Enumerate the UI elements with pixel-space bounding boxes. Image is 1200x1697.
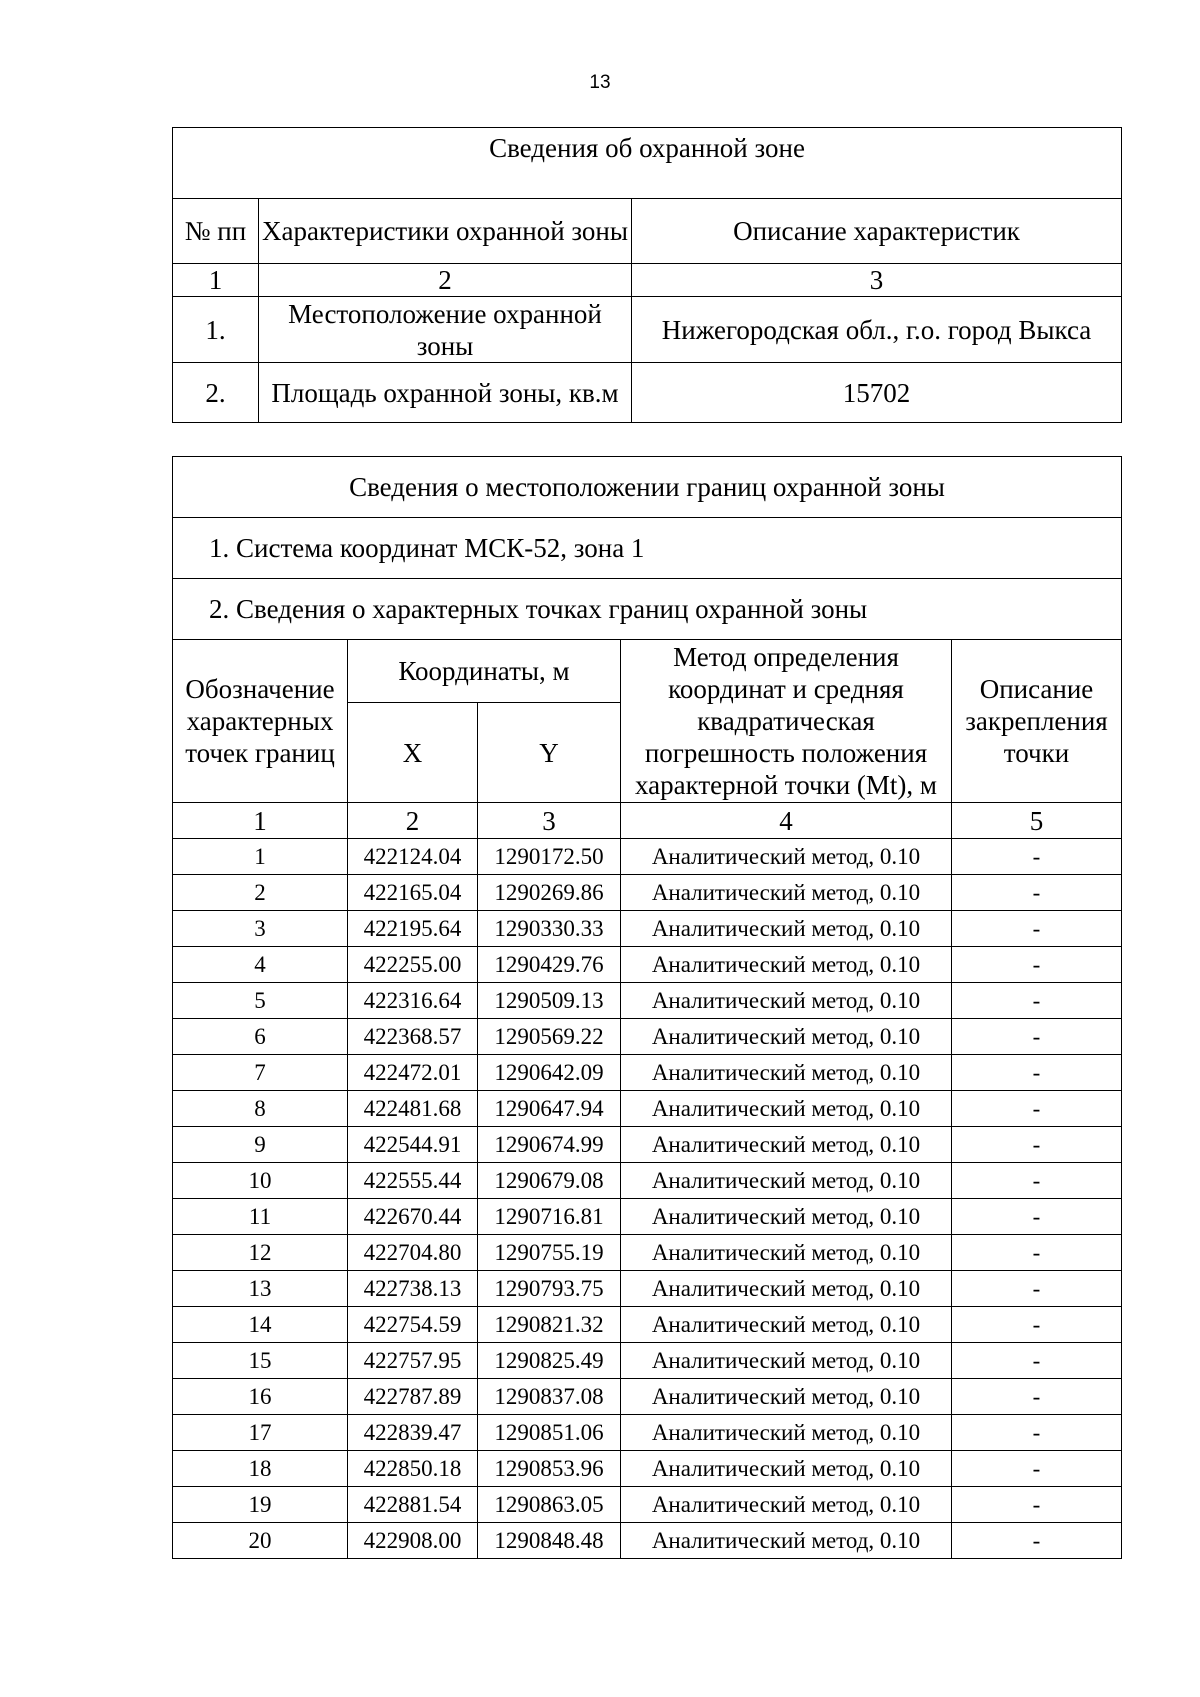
fixing: -	[952, 1523, 1122, 1559]
fixing: -	[952, 1487, 1122, 1523]
table-row	[173, 1199, 1122, 1235]
coord-x: 422472.01	[348, 1055, 478, 1091]
table-row	[173, 1451, 1122, 1487]
table-row	[173, 947, 1122, 983]
coord-x: 422787.89	[348, 1379, 478, 1415]
row-characteristic: Местоположение охранной зоны	[259, 297, 632, 363]
coord-x: 422316.64	[348, 983, 478, 1019]
points-table-body	[173, 839, 1122, 1559]
method: Аналитический метод, 0.10	[621, 1307, 952, 1343]
point-number: 6	[173, 1019, 348, 1055]
boundary-title-row	[173, 457, 1122, 518]
method: Аналитический метод, 0.10	[621, 875, 952, 911]
point-number: 11	[173, 1199, 348, 1235]
table-row	[173, 1379, 1122, 1415]
method: Аналитический метод, 0.10	[621, 1199, 952, 1235]
point-number: 14	[173, 1307, 348, 1343]
point-number: 2	[173, 875, 348, 911]
coord-y: 1290837.08	[478, 1379, 621, 1415]
row-description: Нижегородская обл., г.о. город Выкса	[632, 297, 1122, 363]
fixing: -	[952, 1307, 1122, 1343]
table-row	[173, 1127, 1122, 1163]
method: Аналитический метод, 0.10	[621, 1055, 952, 1091]
table-row	[173, 1055, 1122, 1091]
coord-x: 422255.00	[348, 947, 478, 983]
fixing: -	[952, 1343, 1122, 1379]
points-section-title: 2. Сведения о характерных точках границ охранной зоны	[173, 579, 1122, 640]
method: Аналитический метод, 0.10	[621, 947, 952, 983]
fixing: -	[952, 1163, 1122, 1199]
method: Аналитический метод, 0.10	[621, 1271, 952, 1307]
fixing: -	[952, 1451, 1122, 1487]
fixing: -	[952, 1415, 1122, 1451]
coord-y: 1290642.09	[478, 1055, 621, 1091]
coord-x: 422704.80	[348, 1235, 478, 1271]
header-characteristic: Характеристики охранной зоны	[259, 199, 632, 264]
col-number: 3	[632, 264, 1122, 297]
table-row	[173, 1019, 1122, 1055]
coord-y: 1290851.06	[478, 1415, 621, 1451]
zone-info-colnum-row	[173, 264, 1122, 297]
points-header-row	[173, 640, 1122, 703]
coord-x: 422481.68	[348, 1091, 478, 1127]
point-number: 18	[173, 1451, 348, 1487]
point-number: 5	[173, 983, 348, 1019]
header-designation: Обозначение характерных точек границ	[173, 640, 348, 803]
header-fixing: Описание закрепления точки	[952, 640, 1122, 803]
page-number: 13	[589, 72, 611, 93]
fixing: -	[952, 1127, 1122, 1163]
zone-info-header-row	[173, 199, 1122, 264]
table-row	[173, 1235, 1122, 1271]
col-number: 2	[259, 264, 632, 297]
coord-y: 1290330.33	[478, 911, 621, 947]
coord-x: 422850.18	[348, 1451, 478, 1487]
header-y: Y	[478, 703, 621, 803]
coord-y: 1290825.49	[478, 1343, 621, 1379]
coord-y: 1290647.94	[478, 1091, 621, 1127]
coord-x: 422754.59	[348, 1307, 478, 1343]
point-number: 13	[173, 1271, 348, 1307]
zone-info-title-row	[173, 128, 1122, 199]
fixing: -	[952, 1055, 1122, 1091]
table-row	[173, 839, 1122, 875]
point-number: 15	[173, 1343, 348, 1379]
zone-info-row	[173, 297, 1122, 363]
row-no: 2.	[173, 363, 259, 423]
point-number: 17	[173, 1415, 348, 1451]
coord-y: 1290569.22	[478, 1019, 621, 1055]
method: Аналитический метод, 0.10	[621, 1091, 952, 1127]
fixing: -	[952, 1379, 1122, 1415]
point-number: 19	[173, 1487, 348, 1523]
method: Аналитический метод, 0.10	[621, 1523, 952, 1559]
coord-x: 422757.95	[348, 1343, 478, 1379]
fixing: -	[952, 1271, 1122, 1307]
fixing: -	[952, 983, 1122, 1019]
col-number: 2	[348, 803, 478, 839]
table-row	[173, 1487, 1122, 1523]
method: Аналитический метод, 0.10	[621, 1415, 952, 1451]
coord-x: 422738.13	[348, 1271, 478, 1307]
fixing: -	[952, 875, 1122, 911]
table-row	[173, 983, 1122, 1019]
coord-y: 1290674.99	[478, 1127, 621, 1163]
method: Аналитический метод, 0.10	[621, 1127, 952, 1163]
fixing: -	[952, 1235, 1122, 1271]
coord-x: 422881.54	[348, 1487, 478, 1523]
method: Аналитический метод, 0.10	[621, 1019, 952, 1055]
table-row	[173, 1163, 1122, 1199]
header-coordinates: Координаты, м	[348, 640, 621, 703]
coord-y: 1290863.05	[478, 1487, 621, 1523]
col-number: 1	[173, 803, 348, 839]
table-row	[173, 1343, 1122, 1379]
coord-x: 422555.44	[348, 1163, 478, 1199]
point-number: 3	[173, 911, 348, 947]
zone-info-table	[172, 127, 1122, 423]
table-row	[173, 1091, 1122, 1127]
coord-y: 1290172.50	[478, 839, 621, 875]
table-row	[173, 1271, 1122, 1307]
points-section-row	[173, 579, 1122, 640]
point-number: 12	[173, 1235, 348, 1271]
boundary-info-table	[172, 456, 1122, 1559]
boundary-title: Сведения о местоположении границ охранной зоны	[173, 457, 1122, 518]
coord-y: 1290269.86	[478, 875, 621, 911]
col-number: 3	[478, 803, 621, 839]
coord-y: 1290793.75	[478, 1271, 621, 1307]
fixing: -	[952, 947, 1122, 983]
table-row	[173, 911, 1122, 947]
method: Аналитический метод, 0.10	[621, 839, 952, 875]
point-number: 20	[173, 1523, 348, 1559]
table-row	[173, 1415, 1122, 1451]
coord-y: 1290755.19	[478, 1235, 621, 1271]
point-number: 9	[173, 1127, 348, 1163]
coord-x: 422544.91	[348, 1127, 478, 1163]
point-number: 8	[173, 1091, 348, 1127]
fixing: -	[952, 1199, 1122, 1235]
header-method: Метод определения координат и средняя квадратическая погрешность положения характерной точки (Mt), м	[621, 640, 952, 803]
point-number: 10	[173, 1163, 348, 1199]
row-characteristic: Площадь охранной зоны, кв.м	[259, 363, 632, 423]
coord-x: 422165.04	[348, 875, 478, 911]
coord-y: 1290509.13	[478, 983, 621, 1019]
coord-x: 422839.47	[348, 1415, 478, 1451]
coord-y: 1290716.81	[478, 1199, 621, 1235]
method: Аналитический метод, 0.10	[621, 1343, 952, 1379]
fixing: -	[952, 911, 1122, 947]
col-number: 4	[621, 803, 952, 839]
header-x: X	[348, 703, 478, 803]
coordinate-system-row	[173, 518, 1122, 579]
point-number: 7	[173, 1055, 348, 1091]
coord-x: 422670.44	[348, 1199, 478, 1235]
zone-info-title: Сведения об охранной зоне	[173, 128, 1122, 199]
coord-y: 1290679.08	[478, 1163, 621, 1199]
zone-info-row	[173, 363, 1122, 423]
col-number: 5	[952, 803, 1122, 839]
point-number: 4	[173, 947, 348, 983]
fixing: -	[952, 1019, 1122, 1055]
point-number: 1	[173, 839, 348, 875]
points-colnum-row	[173, 803, 1122, 839]
coord-x: 422908.00	[348, 1523, 478, 1559]
method: Аналитический метод, 0.10	[621, 911, 952, 947]
method: Аналитический метод, 0.10	[621, 1379, 952, 1415]
method: Аналитический метод, 0.10	[621, 1451, 952, 1487]
fixing: -	[952, 1091, 1122, 1127]
coord-x: 422124.04	[348, 839, 478, 875]
point-number: 16	[173, 1379, 348, 1415]
coord-y: 1290853.96	[478, 1451, 621, 1487]
method: Аналитический метод, 0.10	[621, 1163, 952, 1199]
coord-y: 1290821.32	[478, 1307, 621, 1343]
col-number: 1	[173, 264, 259, 297]
method: Аналитический метод, 0.10	[621, 983, 952, 1019]
coord-x: 422195.64	[348, 911, 478, 947]
coord-y: 1290429.76	[478, 947, 621, 983]
table-row	[173, 1307, 1122, 1343]
method: Аналитический метод, 0.10	[621, 1235, 952, 1271]
row-no: 1.	[173, 297, 259, 363]
table-row	[173, 875, 1122, 911]
header-description: Описание характеристик	[632, 199, 1122, 264]
header-no: № пп	[173, 199, 259, 264]
fixing: -	[952, 839, 1122, 875]
row-description: 15702	[632, 363, 1122, 423]
coord-y: 1290848.48	[478, 1523, 621, 1559]
table-row	[173, 1523, 1122, 1559]
coordinate-system: 1. Система координат МСК-52, зона 1	[173, 518, 1122, 579]
method: Аналитический метод, 0.10	[621, 1487, 952, 1523]
coord-x: 422368.57	[348, 1019, 478, 1055]
